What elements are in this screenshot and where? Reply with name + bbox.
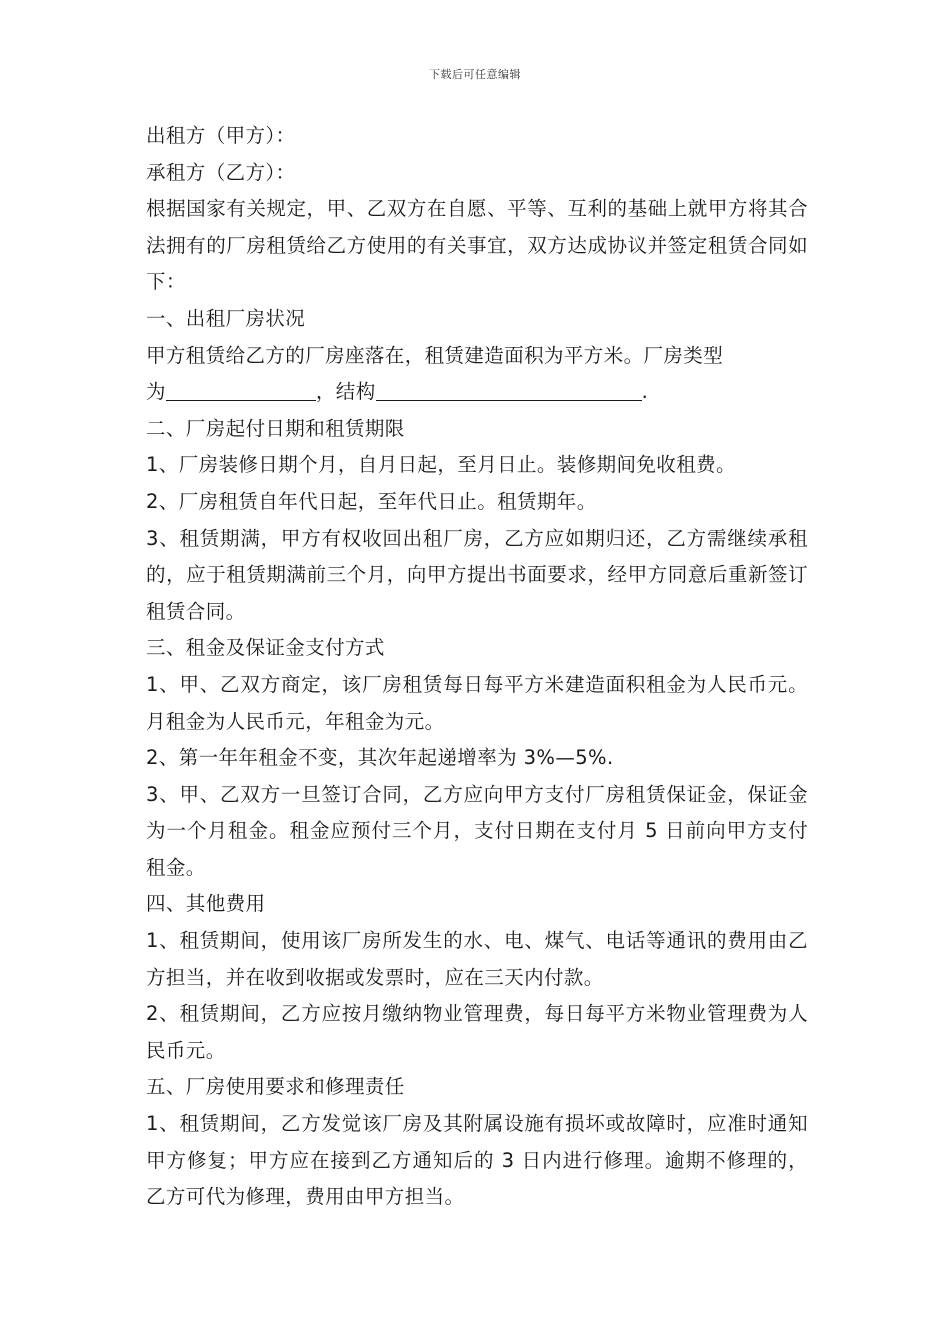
lessee-line: 承租方（乙方）：: [146, 160, 296, 184]
section-5-title: 五、厂房使用要求和修理责任: [146, 1075, 405, 1099]
lessor-line: 出租方（甲方）：: [146, 124, 296, 147]
section-2-item-2: 2、厂房租赁自年代日起，至年代日止。租赁期年。: [146, 489, 597, 513]
structure-blank: [376, 378, 642, 401]
contract-body: [146, 118, 808, 1216]
section-4-item-1: 1、租赁期间，使用该厂房所发生的水、电、煤气、电话等通讯的费用由乙方担当，并在收到收据或发票时，应在三天内付款。: [146, 929, 808, 989]
intro-paragraph: 根据国家有关规定，甲、乙双方在自愿、平等、互利的基础上就甲方将其合法拥有的厂房租赁给乙方使用的有关事宜，双方达成协议并签定租赁合同如下：: [146, 197, 808, 294]
line-end-period: .: [641, 380, 649, 404]
section-1-text: 甲方租赁给乙方的厂房座落在，租赁建造面积为平方米。厂房类型: [146, 343, 724, 367]
section-3-item-2: 2、第一年年租金不变，其次年起递增率为 3%—5%.: [146, 746, 614, 770]
factory-type-blank: [166, 378, 316, 401]
section-3-item-3: 3、甲、乙双方一旦签订合同，乙方应向甲方支付厂房租赁保证金，保证金为一个月租金。租金应预付三个月，支付日期在支付月 5 日前向甲方支付租金。: [146, 782, 808, 879]
section-4-title: 四、其他费用: [146, 892, 266, 916]
header-note: 下载后可任意编辑: [429, 68, 521, 81]
section-2-item-1: 1、厂房装修日期个月，自月日起，至月日止。装修期间免收租费。: [146, 453, 736, 477]
section-1-blanks-line: [146, 374, 808, 411]
type-prefix: 为: [146, 380, 166, 404]
section-3-title: 三、租金及保证金支付方式: [146, 636, 385, 660]
section-4-item-2: 2、租赁期间，乙方应按月缴纳物业管理费，每日每平方米物业管理费为人民币元。: [146, 1002, 808, 1062]
section-1-title: 一、出租厂房状况: [146, 306, 306, 330]
section-3-item-1: 1、甲、乙双方商定，该厂房租赁每日每平方米建造面积租金为人民币元。月租金为人民币元，年租金为元。: [146, 672, 808, 733]
structure-prefix: ，结构: [315, 380, 376, 404]
section-5-item-1: 1、租赁期间，乙方发觉该厂房及其附属设施有损坏或故障时，应准时通知甲方修复；甲方应在接到乙方通知后的 3 日内进行修理。逾期不修理的，乙方可代为修理，费用由甲方担当。: [146, 1112, 808, 1209]
section-2-item-3: 3、租赁期满，甲方有权收回出租厂房，乙方应如期归还，乙方需继续承租的，应于租赁期满前三个月，向甲方提出书面要求，经甲方同意后重新签订租赁合同。: [146, 526, 808, 623]
section-2-title: 二、厂房起付日期和租赁期限: [146, 416, 405, 440]
